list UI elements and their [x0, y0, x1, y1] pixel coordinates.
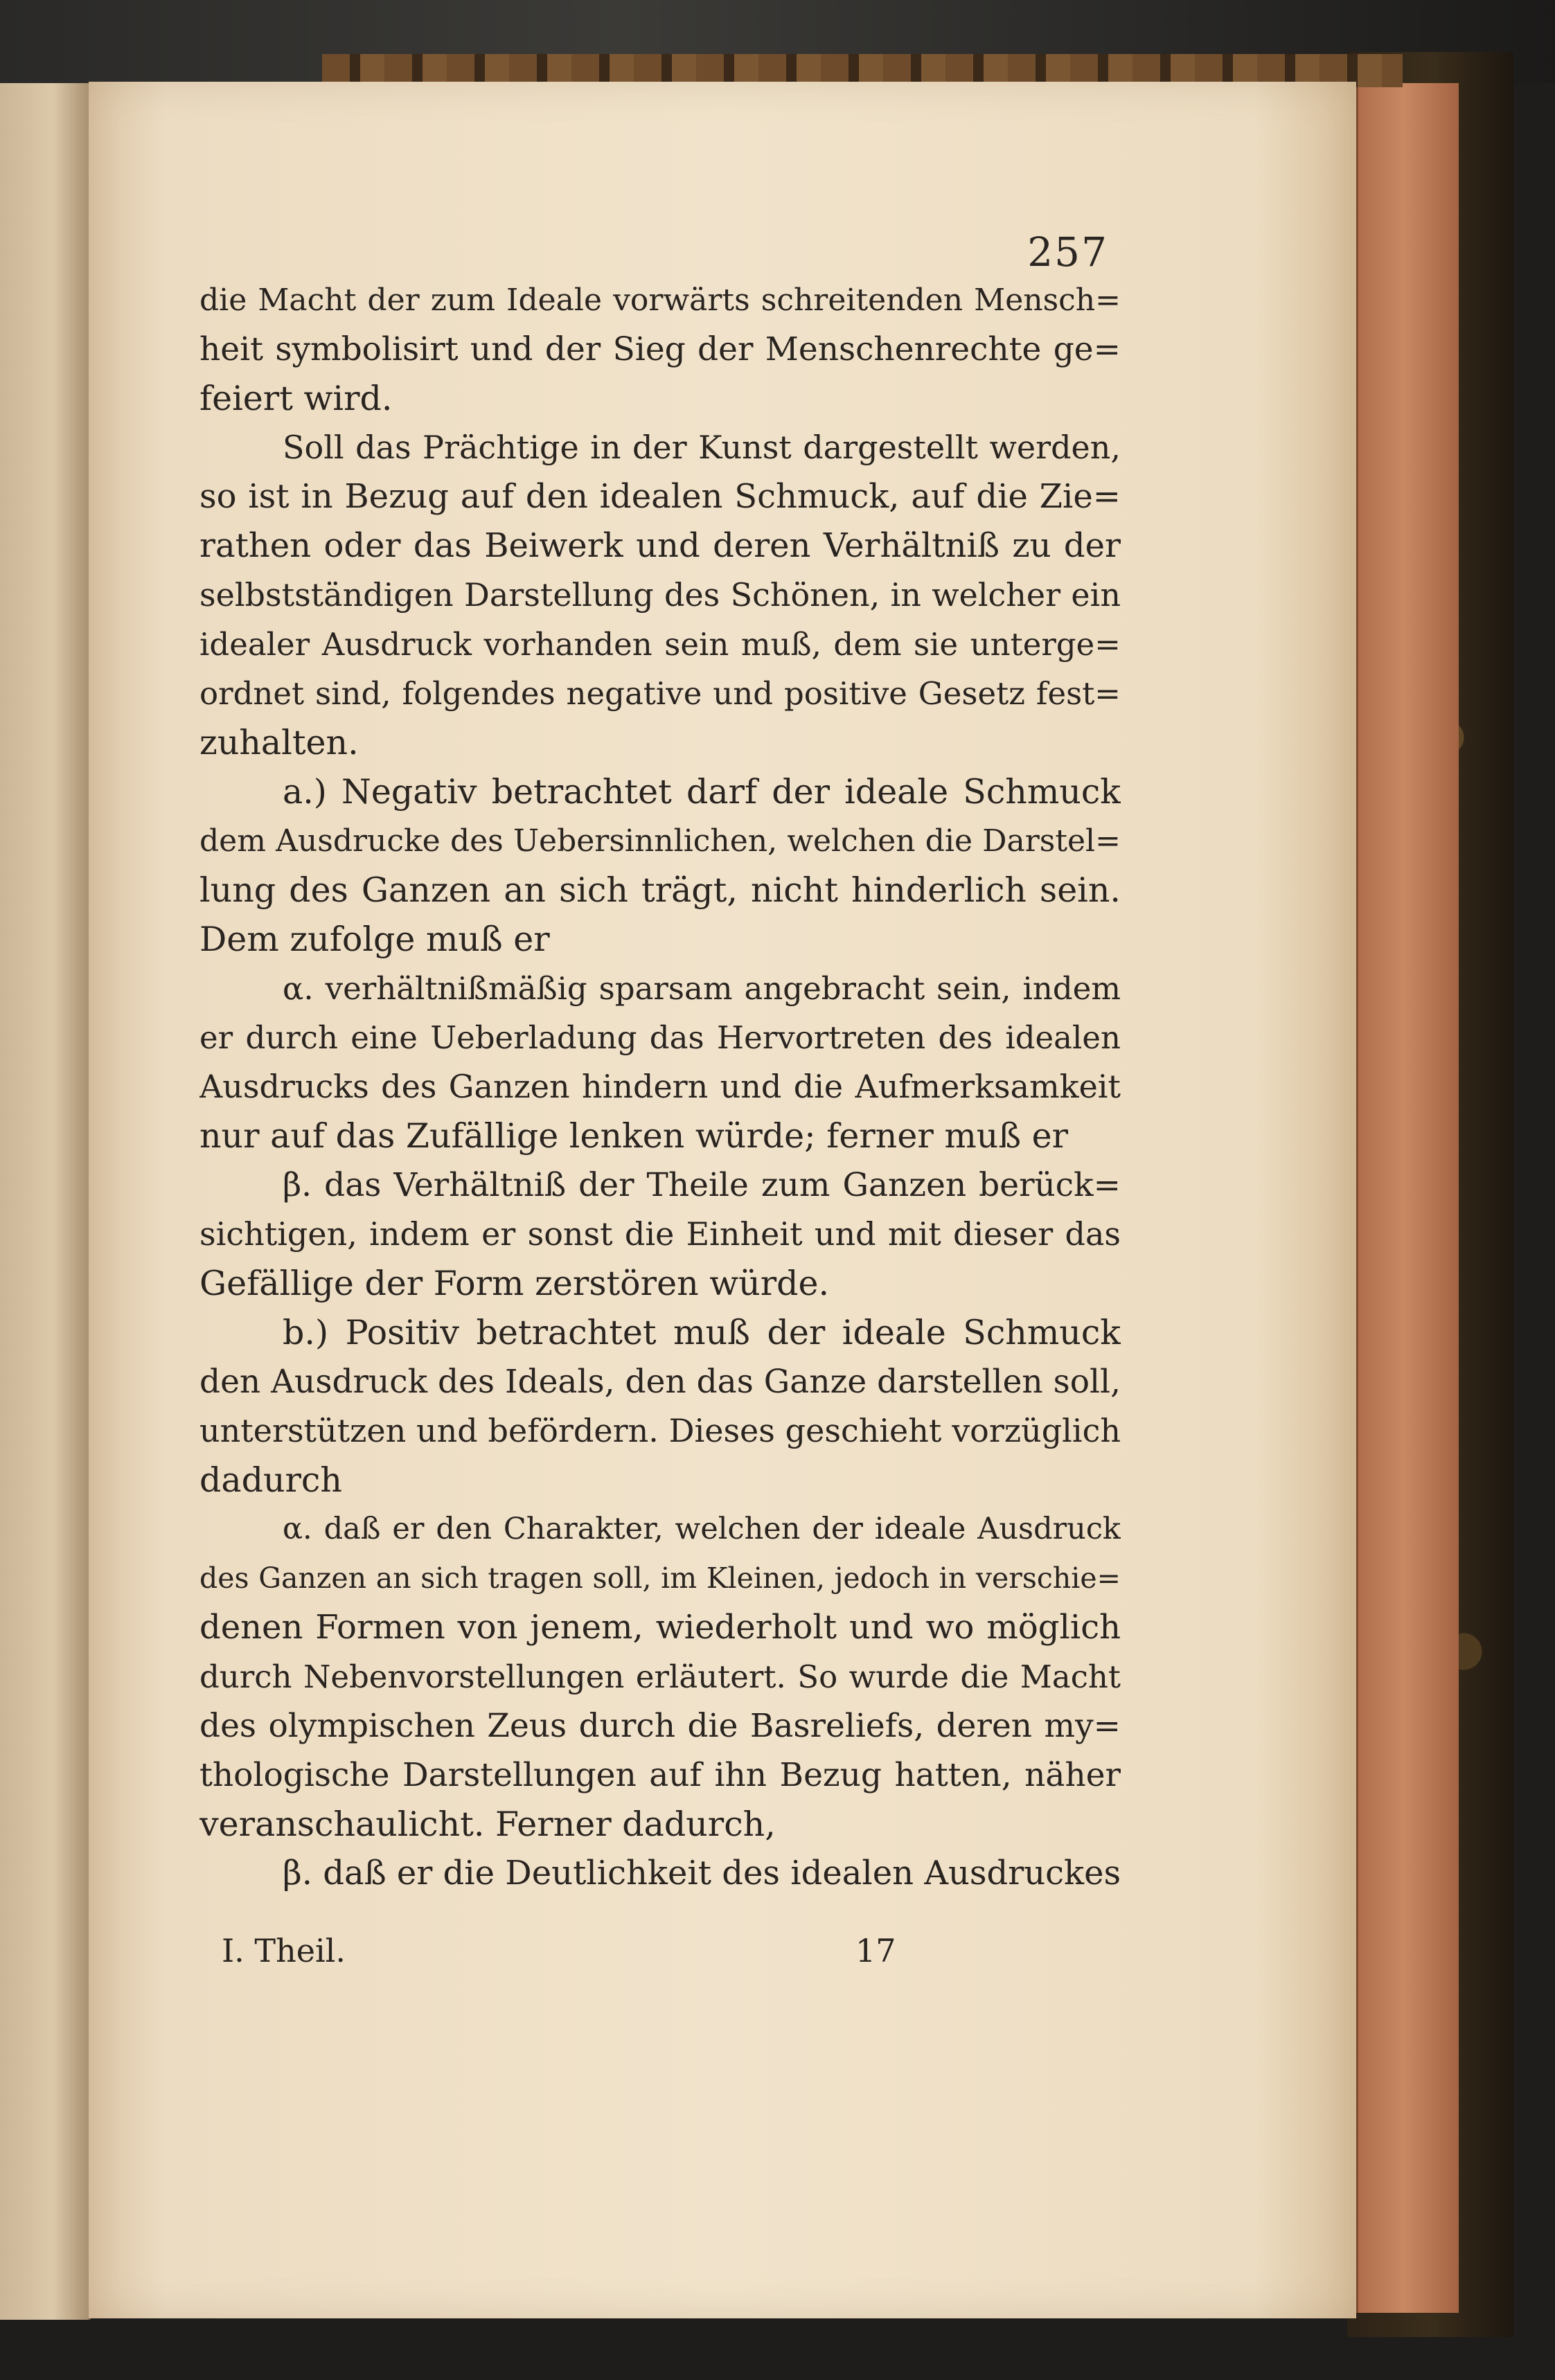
text-line: veranschaulicht. Ferner dadurch, — [199, 1805, 776, 1844]
text-line: dem Ausdrucke des Uebersinnlichen, welchen die Darstel= — [199, 823, 1121, 859]
text-line: β. daß er die Deutlichkeit des idealen Ausdruckes — [283, 1854, 1121, 1893]
text-line: dadurch — [199, 1460, 342, 1500]
text-line: α. verhältnißmäßig sparsam angebracht sein, indem — [283, 970, 1121, 1007]
facing-page-edge — [0, 83, 91, 2320]
text-line: selbstständigen Darstellung des Schönen, in welcher ein — [199, 576, 1121, 614]
text-line: Dem zufolge muß er — [199, 920, 550, 959]
text-line: lung des Ganzen an sich trägt, nicht hinderlich sein. — [199, 870, 1121, 910]
page-number: 257 — [1027, 229, 1108, 276]
text-line: Ausdrucks des Ganzen hindern und die Aufmerksamkeit — [199, 1068, 1121, 1105]
text-line: α. daß er den Charakter, welchen der ideale Ausdruck — [283, 1512, 1121, 1546]
text-line: den Ausdruck des Ideals, den das Ganze darstellen soll, — [199, 1363, 1121, 1401]
text-line: heit symbolisirt und der Sieg der Menschenrechte ge= — [199, 330, 1121, 368]
text-line: β. das Verhältniß der Theile zum Ganzen berück= — [283, 1166, 1121, 1204]
text-line: nur auf das Zufällige lenken würde; ferner muß er — [199, 1116, 1069, 1156]
text-line: Gefällige der Form zerstören würde. — [199, 1264, 830, 1303]
text-line: idealer Ausdruck vorhanden sein muß, dem sie unterge= — [199, 626, 1121, 663]
text-line: thologische Darstellungen auf ihn Bezug hatten, näher — [199, 1756, 1121, 1794]
text-line: durch Nebenvorstellungen erläutert. So wurde die Macht — [199, 1658, 1121, 1695]
text-line: rathen oder das Beiwerk und deren Verhältniß zu der — [199, 526, 1121, 565]
cover-inner-board — [1356, 83, 1459, 2313]
page-footer — [222, 1932, 914, 1980]
body-text — [199, 276, 1121, 1898]
text-line: er durch eine Ueberladung das Hervortreten des idealen — [199, 1019, 1121, 1056]
volume-signature: I. Theil. — [222, 1932, 346, 1969]
text-line: die Macht der zum Ideale vorwärts schreitenden Mensch= — [199, 283, 1121, 318]
sheet-signature-number: 17 — [855, 1932, 896, 1969]
text-line: so ist in Bezug auf den idealen Schmuck, auf die Zie= — [199, 477, 1121, 516]
text-line: b.) Positiv betrachtet muß der ideale Schmuck — [283, 1313, 1121, 1352]
text-line: des olympischen Zeus durch die Basreliefs, deren my= — [199, 1707, 1121, 1745]
text-line: des Ganzen an sich tragen soll, im Kleinen, jedoch in verschie= — [199, 1562, 1121, 1595]
text-line: a.) Negativ betrachtet darf der ideale Schmuck — [283, 772, 1121, 812]
text-line: Soll das Prächtige in der Kunst dargestellt werden, — [283, 429, 1121, 466]
text-line: denen Formen von jenem, wiederholt und wo möglich — [199, 1608, 1121, 1647]
text-line: ordnet sind, folgendes negative und positive Gesetz fest= — [199, 675, 1121, 712]
text-line: sichtigen, indem er sonst die Einheit und mit dieser das — [199, 1215, 1121, 1253]
text-line: feiert wird. — [199, 379, 393, 418]
text-line: zuhalten. — [199, 723, 359, 762]
text-line: unterstützen und befördern. Dieses geschieht vorzüglich — [199, 1412, 1121, 1449]
